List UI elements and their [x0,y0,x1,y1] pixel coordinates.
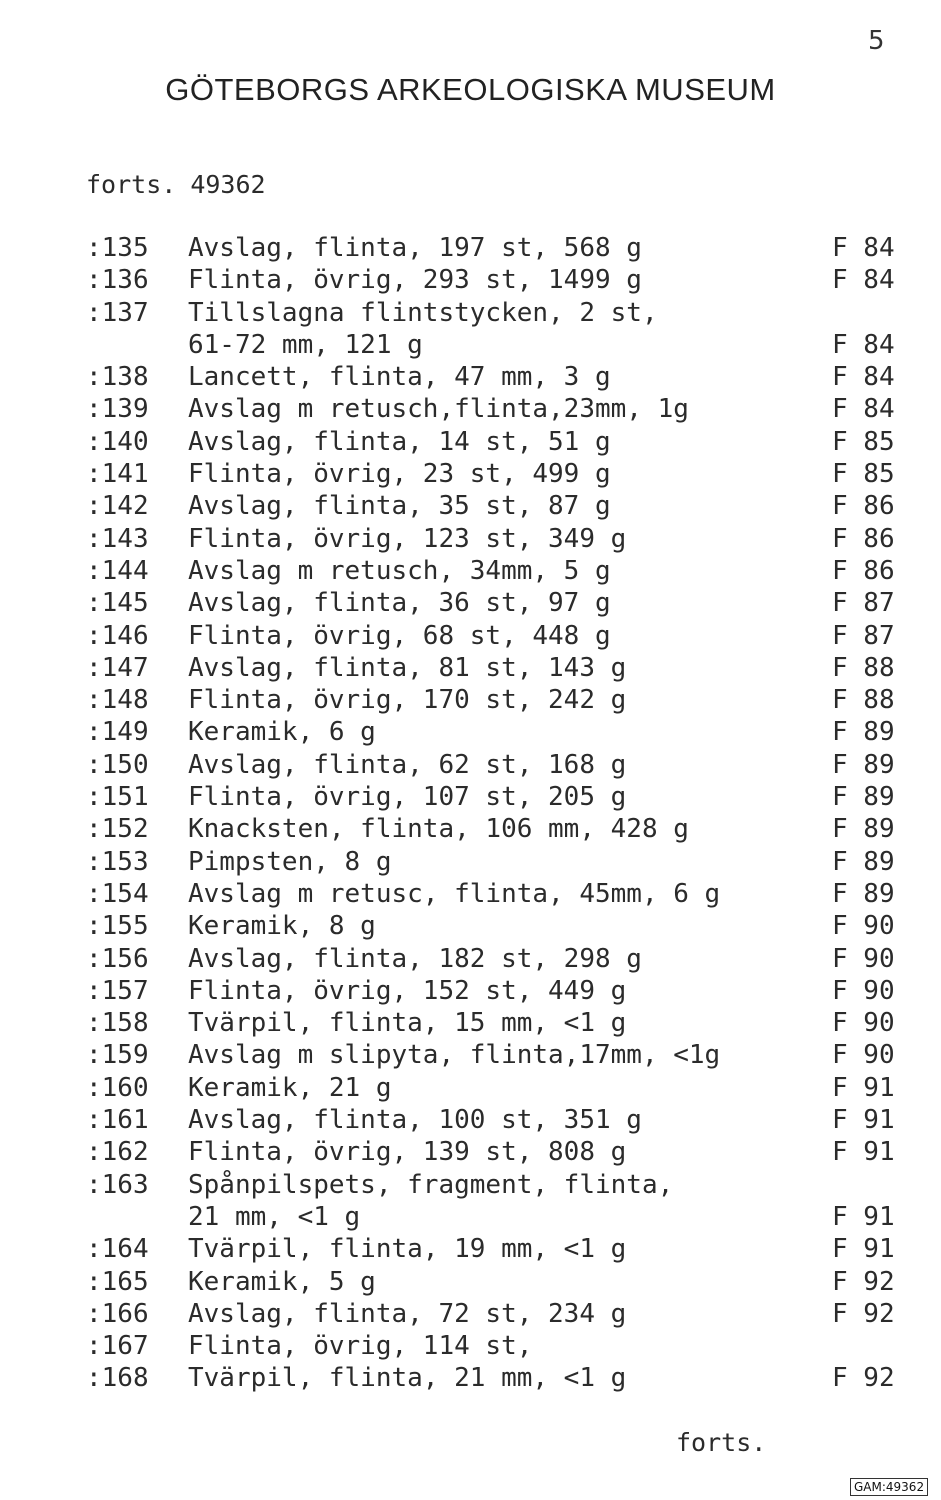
entry-description: Avslag, flinta, 81 st, 143 g [188,652,627,683]
find-number: F 85 [832,426,895,457]
find-number: F 92 [832,1298,895,1329]
find-number: F 88 [832,685,895,716]
find-number: F 89 [832,814,895,845]
find-number: F 92 [832,1363,895,1394]
find-number: F 88 [832,652,895,683]
entry-row [0,749,941,781]
entry-row [0,975,941,1007]
entry-number: :168 [86,1363,149,1394]
entry-number: :146 [86,620,149,651]
find-number: F 87 [832,588,895,619]
entry-description: Avslag m retusc, flinta, 45mm, 6 g [188,878,721,909]
entry-number: :151 [86,782,149,813]
entry-row [0,1039,941,1071]
entry-number: :164 [86,1234,149,1265]
entry-row [0,878,941,910]
entry-number: :142 [86,491,149,522]
entry-row [0,458,941,490]
find-number: F 84 [832,362,895,393]
find-number: F 91 [832,1105,895,1136]
find-number: F 84 [832,329,895,360]
entry-description: Flinta, övrig, 23 st, 499 g [188,459,611,490]
entry-description: Flinta, övrig, 152 st, 449 g [188,975,627,1006]
find-number: F 86 [832,491,895,522]
find-number: F 86 [832,523,895,554]
entry-number: :137 [86,297,149,328]
entry-description: Avslag m retusch,flinta,23mm, 1g [188,394,689,425]
entry-number: :153 [86,846,149,877]
entry-description: Knacksten, flinta, 106 mm, 428 g [188,814,689,845]
entry-row [0,426,941,458]
entry-description: Avslag, flinta, 14 st, 51 g [188,426,611,457]
entry-row [0,1007,941,1039]
entry-description: Spånpilspets, fragment, flinta, [188,1169,674,1200]
entry-row [0,943,941,975]
entry-number: :162 [86,1137,149,1168]
entry-description: Avslag, flinta, 36 st, 97 g [188,588,611,619]
find-number: F 89 [832,782,895,813]
find-number: F 90 [832,911,895,942]
find-number: F 86 [832,555,895,586]
entry-number: :163 [86,1169,149,1200]
entry-number: :152 [86,814,149,845]
entry-row [0,1104,941,1136]
continuation-line [86,170,266,199]
entry-description: Tvärpil, flinta, 21 mm, <1 g [188,1363,627,1394]
entry-description: Avslag, flinta, 35 st, 87 g [188,491,611,522]
find-number: F 89 [832,749,895,780]
entry-number: :150 [86,749,149,780]
entry-description: Tvärpil, flinta, 15 mm, <1 g [188,1008,627,1039]
entry-number: :156 [86,943,149,974]
find-number: F 87 [832,620,895,651]
entry-number: :166 [86,1298,149,1329]
entry-row [0,232,941,264]
entry-description: Pimpsten, 8 g [188,846,392,877]
entry-row [0,587,941,619]
entry-row [0,1136,941,1168]
page-number: 5 [868,26,885,56]
entry-row [0,1298,941,1330]
entry-row [0,1330,941,1362]
entry-number: :135 [86,233,149,263]
entry-description: Avslag m retusch, 34mm, 5 g [188,555,611,586]
entry-number: :160 [86,1072,149,1103]
entry-row [0,393,941,425]
entry-description: Avslag, flinta, 197 st, 568 g [188,233,642,263]
find-number: F 90 [832,1040,895,1071]
entry-description: Flinta, övrig, 123 st, 349 g [188,523,627,554]
museum-header: GÖTEBORGS ARKEOLOGISKA MUSEUM [165,72,776,107]
entry-number: :138 [86,362,149,393]
entry-description: Avslag m slipyta, flinta,17mm, <1g [188,1040,721,1071]
entry-description: Keramik, 6 g [188,717,376,748]
entry-number: :167 [86,1331,149,1362]
entry-description: Flinta, övrig, 68 st, 448 g [188,620,611,651]
find-number: F 84 [832,265,895,296]
entry-description: Avslag, flinta, 62 st, 168 g [188,749,627,780]
entry-row [0,1169,941,1201]
entry-description: Flinta, övrig, 139 st, 808 g [188,1137,627,1168]
entry-row [0,297,941,329]
entry-number: :161 [86,1105,149,1136]
entry-description: Flinta, övrig, 114 st, [188,1331,533,1362]
entry-description: Keramik, 21 g [188,1072,392,1103]
entry-number: :136 [86,265,149,296]
entry-row [0,523,941,555]
entry-number: :147 [86,652,149,683]
entry-number: :141 [86,459,149,490]
entry-description: Avslag, flinta, 182 st, 298 g [188,943,642,974]
entry-row [0,555,941,587]
find-number: F 90 [832,975,895,1006]
entry-description: Tillslagna flintstycken, 2 st, [188,297,658,328]
entry-description: Flinta, övrig, 293 st, 1499 g [188,265,642,296]
entry-row [0,684,941,716]
entry-row [0,652,941,684]
entry-description: Avslag, flinta, 100 st, 351 g [188,1105,642,1136]
accession-number: 49362 [190,170,266,199]
entry-description: 61-72 mm, 121 g [188,329,423,360]
entry-row [0,1362,941,1394]
entry-row [0,329,941,361]
entry-number: :144 [86,555,149,586]
entry-number: :145 [86,588,149,619]
find-number: F 85 [832,459,895,490]
entry-description: Flinta, övrig, 170 st, 242 g [188,685,627,716]
archive-stamp: GAM:49362 [850,1478,928,1496]
entry-number: :155 [86,911,149,942]
entry-description: Tvärpil, flinta, 19 mm, <1 g [188,1234,627,1265]
entry-number: :165 [86,1266,149,1297]
entries-list [0,232,941,1395]
entry-number: :157 [86,975,149,1006]
find-number: F 89 [832,846,895,877]
entry-description: 21 mm, <1 g [188,1201,361,1232]
find-number: F 90 [832,1008,895,1039]
find-number: F 89 [832,878,895,909]
entry-number: :143 [86,523,149,554]
entry-description: Keramik, 5 g [188,1266,376,1297]
entry-row [0,1072,941,1104]
entry-description: Avslag, flinta, 72 st, 234 g [188,1298,627,1329]
find-number: F 90 [832,943,895,974]
entry-number: :148 [86,685,149,716]
entry-number: :158 [86,1008,149,1039]
entry-number: :140 [86,426,149,457]
entry-number: :159 [86,1040,149,1071]
find-number: F 84 [832,394,895,425]
find-number: F 91 [832,1072,895,1103]
entry-row [0,716,941,748]
entry-number: :149 [86,717,149,748]
find-number: F 92 [832,1266,895,1297]
footer-continuation: forts. [676,1428,767,1457]
entry-description: Lancett, flinta, 47 mm, 3 g [188,362,611,393]
entry-row [0,620,941,652]
entry-row [0,1201,941,1233]
find-number: F 91 [832,1137,895,1168]
entry-description: Flinta, övrig, 107 st, 205 g [188,782,627,813]
entry-row [0,1266,941,1298]
find-number: F 84 [832,233,895,263]
entry-row [0,1233,941,1265]
find-number: F 91 [832,1201,895,1232]
entry-row [0,490,941,522]
entry-row [0,264,941,296]
entry-row [0,813,941,845]
entry-row [0,361,941,393]
entry-number: :139 [86,394,149,425]
entry-row [0,910,941,942]
entry-row [0,846,941,878]
entry-description: Keramik, 8 g [188,911,376,942]
find-number: F 89 [832,717,895,748]
entry-row [0,781,941,813]
entry-number: :154 [86,878,149,909]
continuation-label: forts. [86,170,177,199]
find-number: F 91 [832,1234,895,1265]
